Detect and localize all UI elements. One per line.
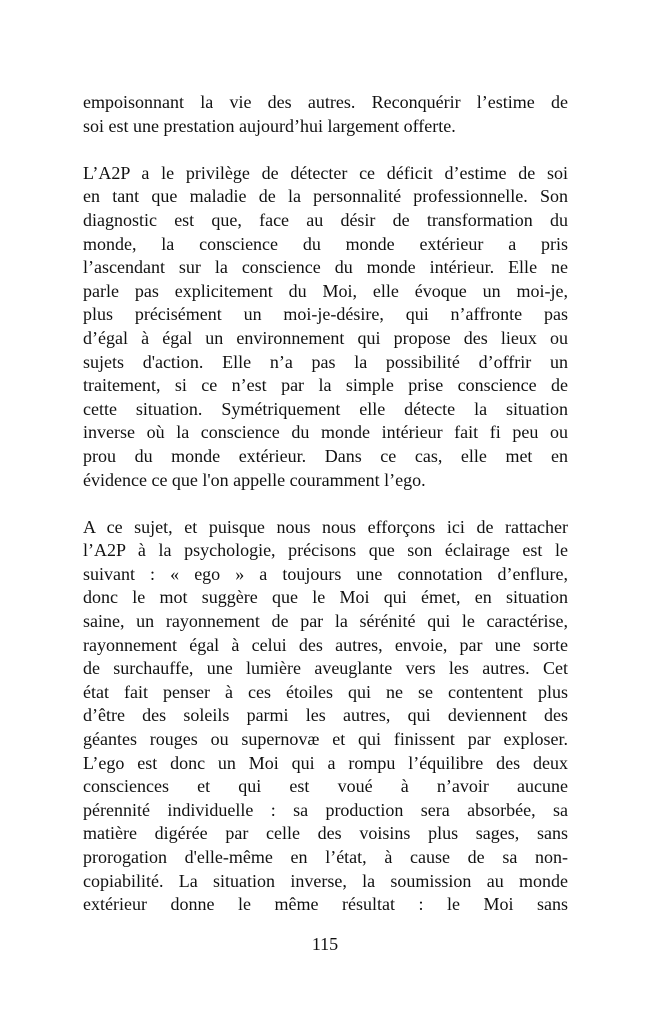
text-line: évidence ce que l'on appelle couramment l’ego. bbox=[83, 469, 426, 490]
text-line: soi est une prestation aujourd’hui largement offerte. bbox=[83, 115, 456, 136]
text-line: état fait penser à ces étoiles qui ne se contentent plus bbox=[83, 681, 568, 702]
text-line: saine, un rayonnement de par la sérénité qui le caractérise, bbox=[83, 611, 568, 632]
text-line: traitement, si ce n’est par la simple prise conscience de bbox=[83, 375, 568, 396]
text-line: diagnostic est que, face au désir de transformation du bbox=[83, 209, 568, 230]
text-line: cette situation. Symétriquement elle détecte la situation bbox=[83, 398, 568, 419]
page-number: 115 bbox=[311, 934, 339, 954]
text-line: pérennité individuelle : sa production sera absorbée, sa bbox=[83, 799, 568, 820]
text-line: d’égal à égal un environnement qui propose des lieux ou bbox=[83, 327, 568, 348]
text-line: copiabilité. La situation inverse, la soumission au monde bbox=[83, 870, 568, 891]
text-line: A ce sujet, et puisque nous nous efforçons ici de rattacher bbox=[83, 516, 568, 537]
text-line: plus précisément un moi-je-désire, qui n’affronte pas bbox=[83, 304, 568, 325]
text-line: l’A2P à la psychologie, précisons que son éclairage est le bbox=[83, 540, 568, 561]
paragraph bbox=[83, 91, 568, 138]
text-line: rayonnement égal à celui des autres, envoie, par une sorte bbox=[83, 634, 568, 655]
text-line: en tant que maladie de la personnalité professionnelle. Son bbox=[83, 186, 568, 207]
text-line: parle pas explicitement du Moi, elle évoque un moi-je, bbox=[83, 280, 568, 301]
text-line: matière digérée par celle des voisins plus sages, sans bbox=[83, 823, 568, 844]
text-line: prou du monde extérieur. Dans ce cas, elle met en bbox=[83, 445, 568, 466]
text-line: prorogation d'elle-même en l’état, à cause de sa non- bbox=[83, 847, 568, 867]
text-line: consciences et qui est voué à n’avoir aucune bbox=[83, 776, 568, 797]
page-body bbox=[83, 91, 568, 940]
text-line: donc le mot suggère que le Moi qui émet, en situation bbox=[83, 587, 568, 608]
text-line: géantes rouges ou supernovæ et qui finissent par exploser. bbox=[83, 729, 568, 750]
paragraph bbox=[83, 162, 568, 492]
paragraph bbox=[83, 516, 568, 917]
text-line: de surchauffe, une lumière aveuglante vers les autres. Cet bbox=[83, 658, 568, 679]
text-line: extérieur donne le même résultat : le Moi sans bbox=[83, 894, 568, 915]
text-line: suivant : « ego » a toujours une connotation d’enflure, bbox=[83, 563, 568, 584]
text-line: l’ascendant sur la conscience du monde intérieur. Elle ne bbox=[83, 257, 568, 278]
text-line: monde, la conscience du monde extérieur a pris bbox=[83, 233, 568, 254]
text-line: d’être des soleils parmi les autres, qui deviennent des bbox=[83, 705, 568, 726]
text-line: L’ego est donc un Moi qui a rompu l’équilibre des deux bbox=[83, 752, 568, 773]
text-line: L’A2P a le privilège de détecter ce déficit d’estime de soi bbox=[83, 162, 568, 183]
text-line: inverse où la conscience du monde intérieur fait fi peu ou bbox=[83, 422, 568, 443]
text-line: sujets d'action. Elle n’a pas la possibilité d’offrir un bbox=[83, 351, 568, 372]
text-line: empoisonnant la vie des autres. Reconquérir l’estime de bbox=[83, 92, 568, 112]
